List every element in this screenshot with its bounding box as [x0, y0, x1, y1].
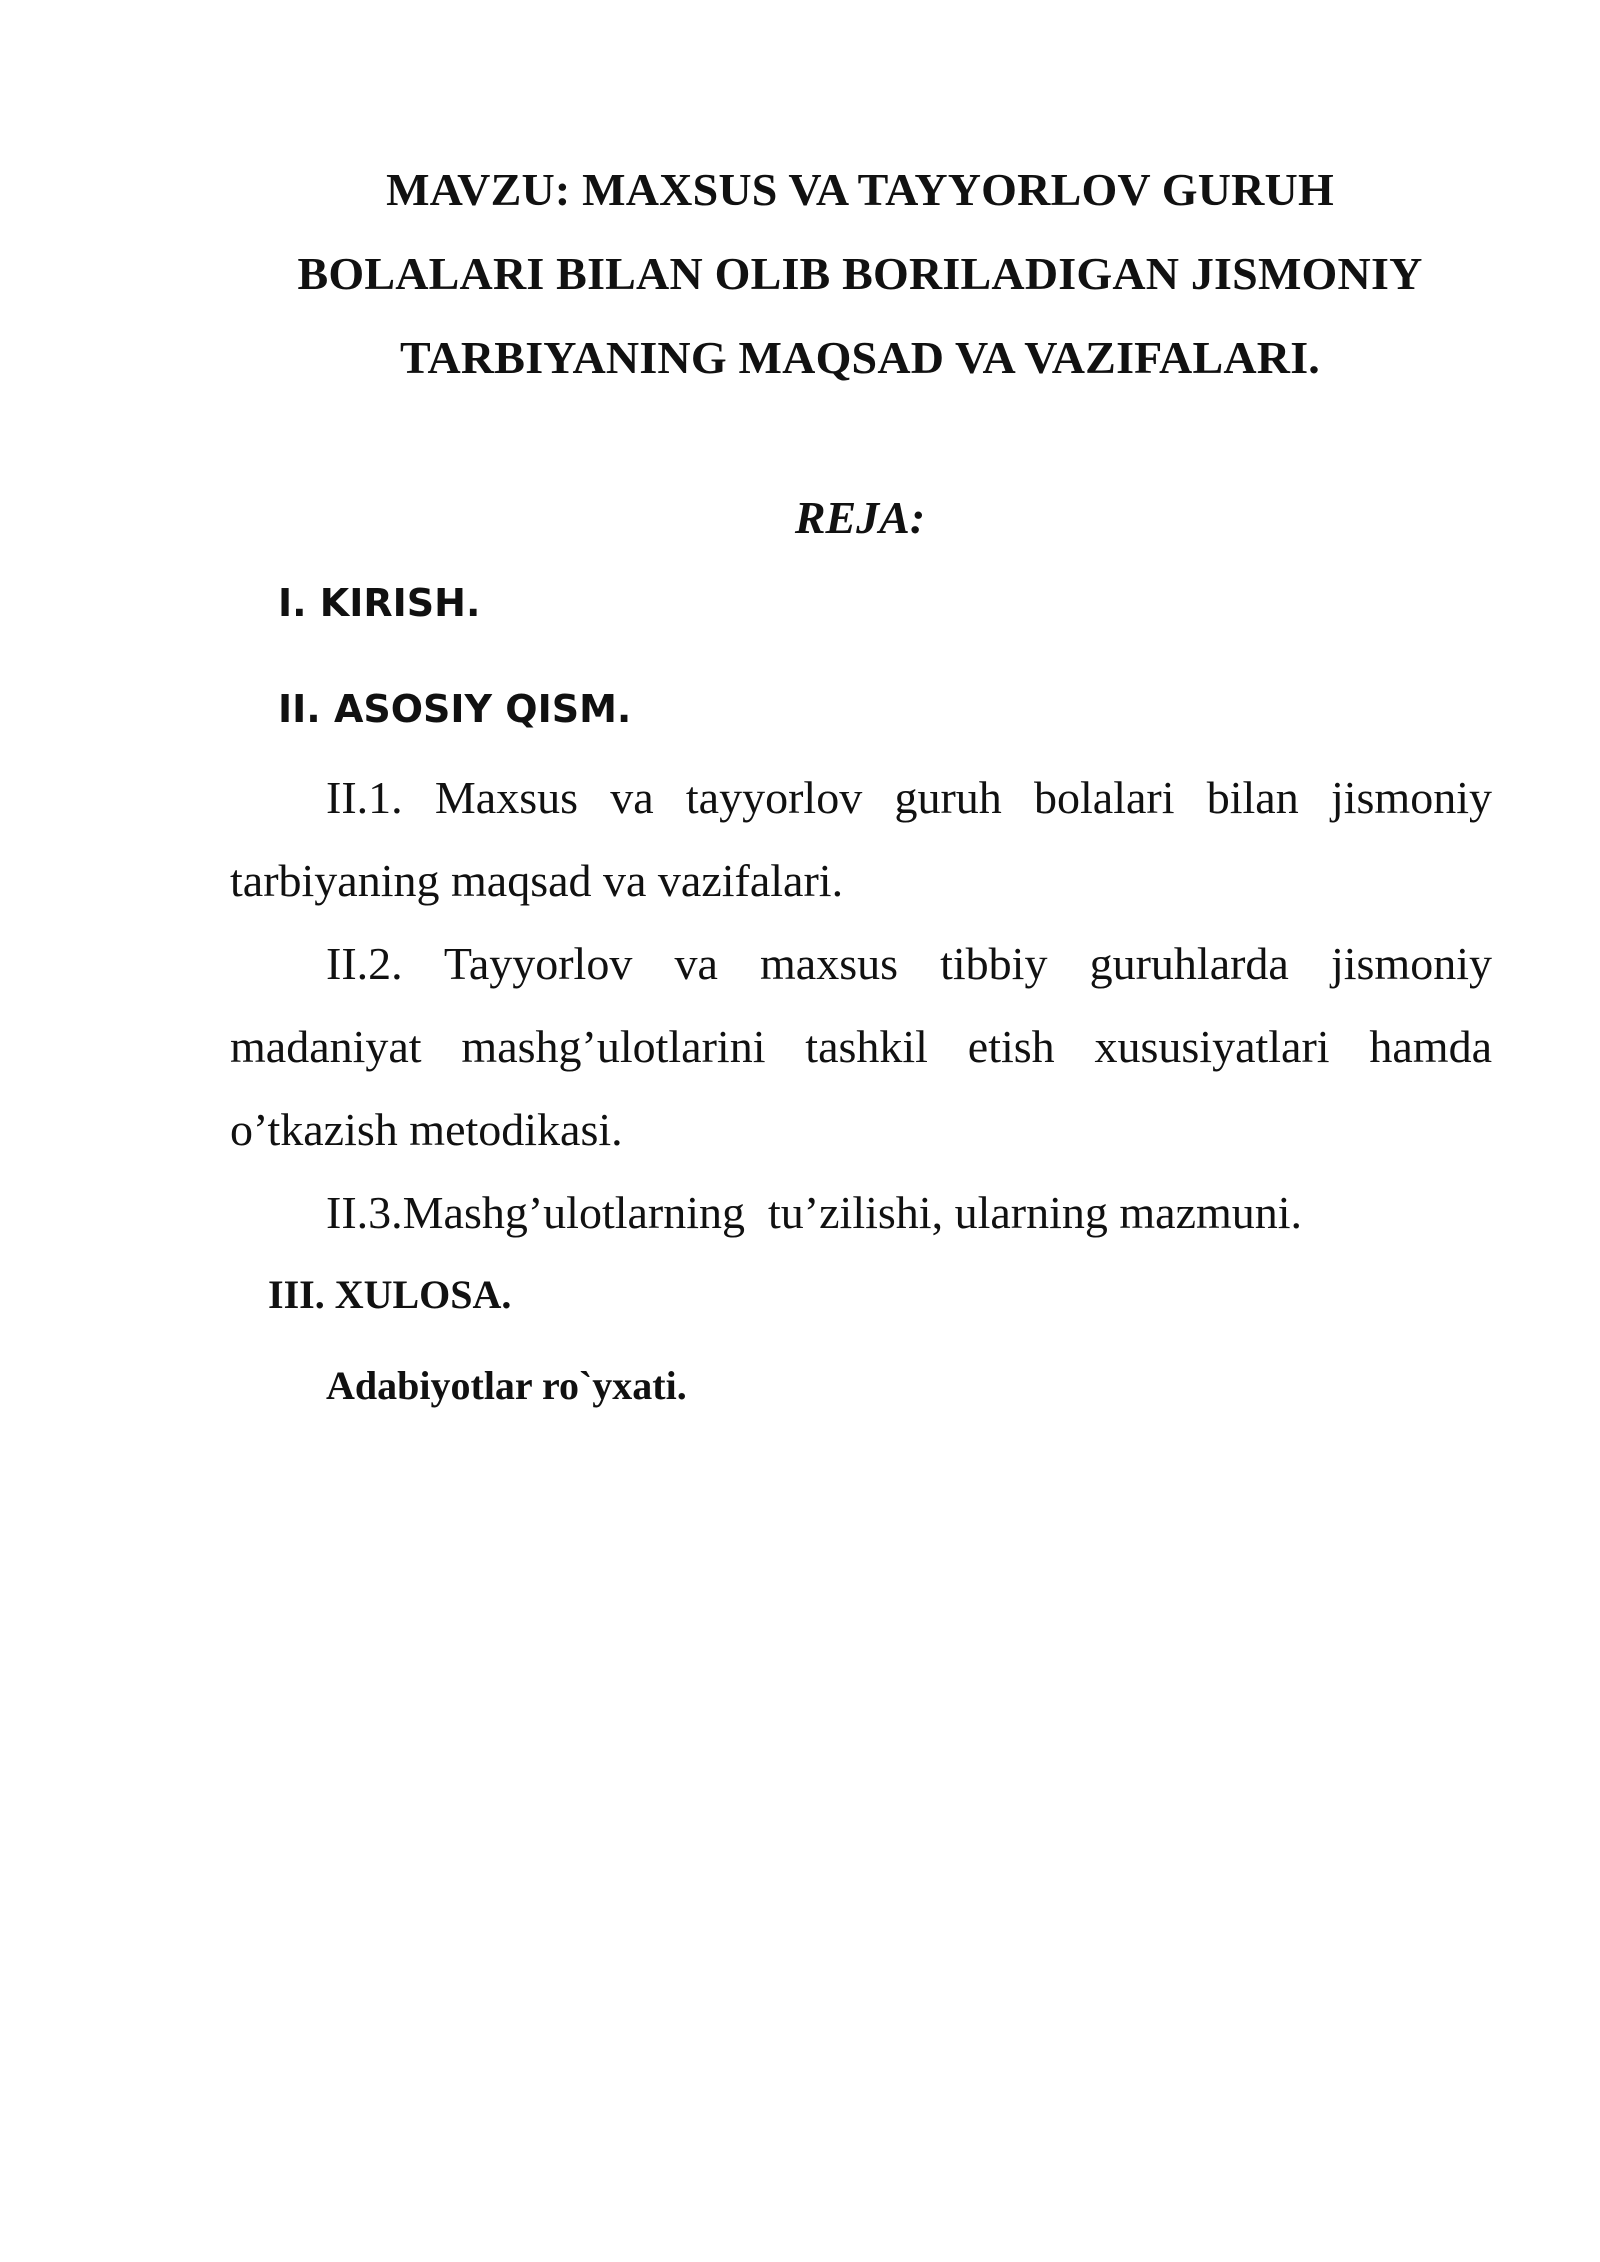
title-line-1: MAVZU: MAXSUS VA TAYYORLOV GURUH — [386, 164, 1334, 215]
section-intro: I. KIRISH. — [278, 581, 481, 625]
section-main: II. ASOSIY QISM. — [278, 687, 632, 731]
section-conclusion: III. XULOSA. — [268, 1272, 512, 1317]
main-item-2: II.2. Tayyorlov va maxsus tibbiy guruhlarda jismoniy madaniyat mashg’ulotlarini tashkil etish xususiyatlari hamda o’tkazish metodikasi. — [230, 938, 1492, 1155]
title-line-2: BOLALARI BILAN OLIB BORILADIGAN JISMONIY — [297, 248, 1423, 299]
plan-heading: REJA: — [794, 492, 926, 543]
main-item-1: II.1. Maxsus va tayyorlov guruh bolalari bilan jismoniy tarbiyaning maqsad va vazifalari. — [230, 772, 1492, 906]
section-references: Adabiyotlar ro`yxati. — [326, 1363, 687, 1408]
main-item-3: II.3.Mashg’ulotlarning tu’zilishi, ularning mazmuni. — [326, 1187, 1303, 1238]
title-line-3: TARBIYANING MAQSAD VA VAZIFALARI. — [400, 332, 1320, 383]
document-title — [230, 148, 1490, 400]
